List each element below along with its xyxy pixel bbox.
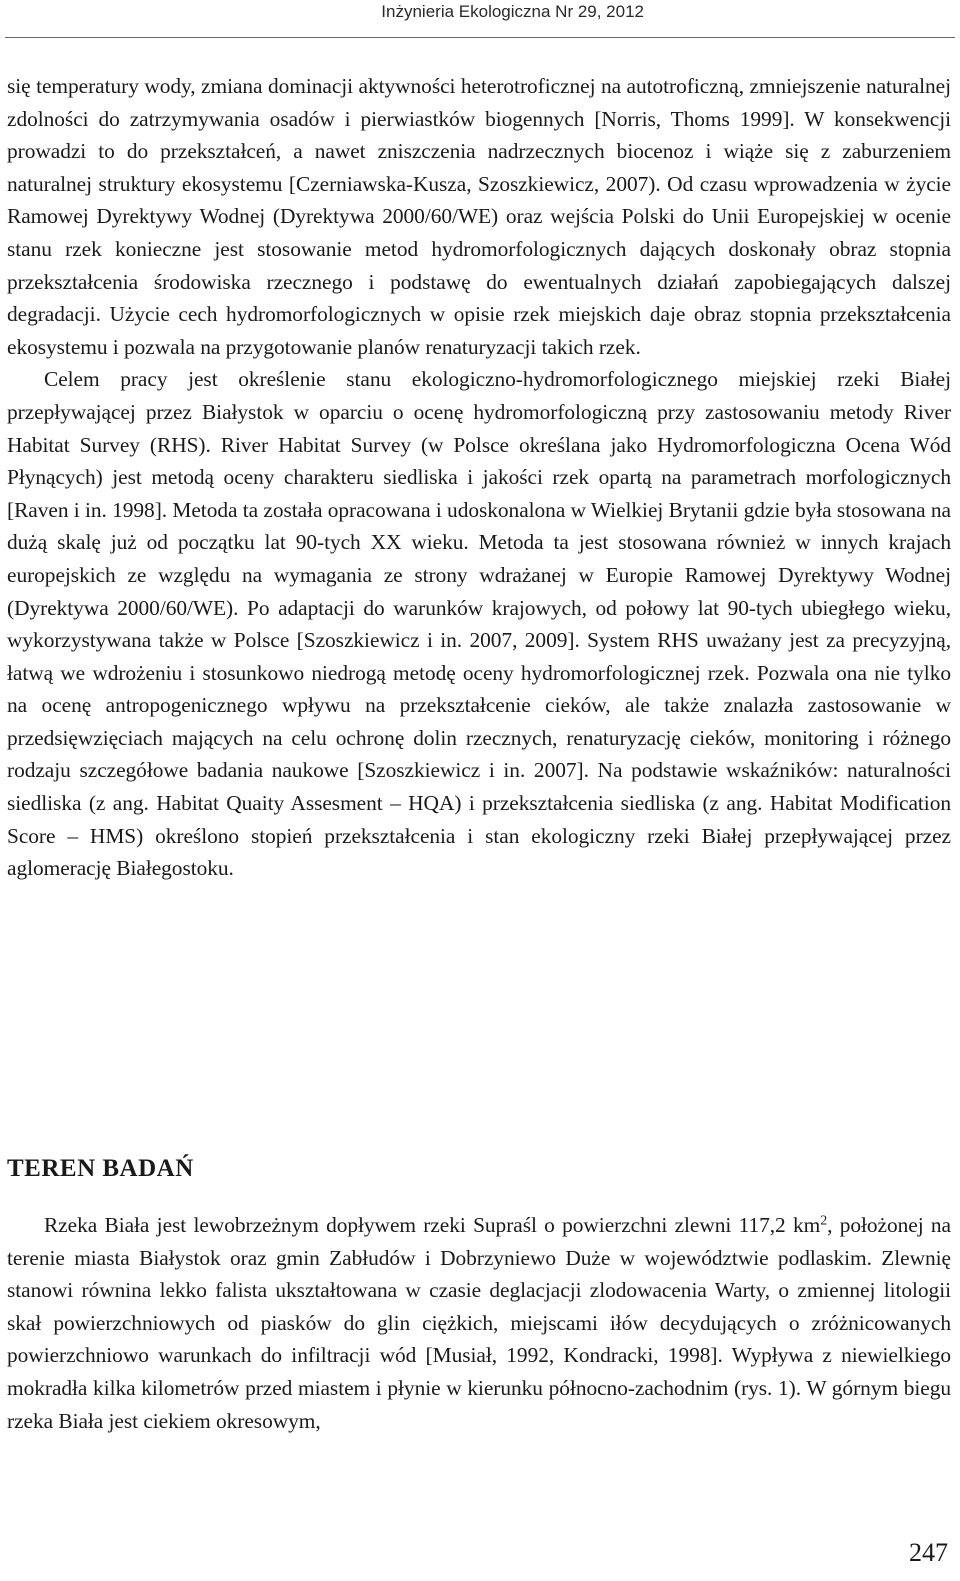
superscript-2: 2	[820, 1213, 828, 1229]
section-paragraph-rest: , położonej na terenie miasta Białystok oraz gmin Zabłudów i Dobrzyniewo Duże w województwie podlaskim. Zlewnię stanowi równina lekko falista ukształtowana w czasie deglacjacji zlodowacenia Warty, o zmiennej litologii skał powierzchniowych od piasków do glin ciężkich, miejscami iłów decydujących o zróżnicowanych powierzchniowo warunkach do infiltracji wód [Musiał, 1992, Kondracki, 1998]. Wypływa z niewielkiego mokradła kilka kilometrów przed miastem i płynie w kierunku północno-zachodnim (rys. 1). W górnym biegu rzeka Biała jest ciekiem okresowym,	[7, 1213, 951, 1433]
header-rule	[5, 37, 955, 38]
section-paragraph-start: Rzeka Biała jest lewobrzeżnym dopływem rzeki Supraśl o powierzchni zlewni 117,2 km	[44, 1213, 821, 1237]
running-head: Inżynieria Ekologiczna Nr 29, 2012	[381, 2, 644, 21]
page-number: 247	[909, 1538, 948, 1567]
paragraph-aim: Celem pracy jest określenie stanu ekologiczno-hydromorfologicznego miejskiej rzeki Białej przepływającej przez Białystok w oparciu o ocenę hydromorfologiczną przy zastosowaniu metody River Habitat Survey (RHS). River Habitat Survey (w Polsce określana jako Hydromorfologiczna Ocena Wód Płynących) jest metodą oceny charakteru siedliska i jakości rzek opartą na parametrach morfologicznych [Raven i in. 1998]. Metoda ta została opracowana i udoskonalona w Wielkiej Brytanii gdzie była stosowana na dużą skalę już od początku lat 90-tych XX wieku. Metoda ta jest stosowana również w innych krajach europejskich ze względu na wymagania ze strony wdrażanej w Europie Ramowej Dyrektywy Wodnej (Dyrektywa 2000/60/WE). Po adaptacji do warunków krajowych, od połowy lat 90-tych ubiegłego wieku, wykorzystywana także w Polsce [Szoszkiewicz i in. 2007, 2009]. System RHS uważany jest za precyzyjną, łatwą we wdrożeniu i stosunkowo niedrogą metodę oceny hydromorfologicznej rzek. Pozwala ona nie tylko na ocenę antropogenicznego wpływu na przekształcenie cieków, ale także znalazła zastosowanie w przedsięwzięciach mających na celu ochronę dolin rzecznych, renaturyzację cieków, monitoring i różnego rodzaju szczegółowe badania naukowe [Szoszkiewicz i in. 2007]. Na podstawie wskaźników: naturalności siedliska (z ang. Habitat Quaity Assesment – HQA) i przekształcenia siedliska (z ang. Habitat Modification Score – HMS) określono stopień przekształcenia i stan ekologiczny rzeki Białej przepływającej przez aglomerację Białegostoku.	[7, 367, 951, 881]
body-text-top	[7, 70, 951, 885]
section-heading: TEREN BADAŃ	[7, 1155, 194, 1182]
section-paragraph	[7, 1209, 951, 1437]
paragraph-continued: się temperatury wody, zmiana dominacji aktywności heterotroficznej na autotroficzną, zmniejszenie naturalnej zdolności do zatrzymywania osadów i pierwiastków biogennych [Norris, Thoms 1999]. W konsekwencji prowadzi to do przekształceń, a nawet zniszczenia nadrzecznych biocenoz i wiąże się z zaburzeniem naturalnej struktury ekosystemu [Czerniawska-Kusza, Szoszkiewicz, 2007). Od czasu wprowadzenia w życie Ramowej Dyrektywy Wodnej (Dyrektywa 2000/60/WE) oraz wejścia Polski do Unii Europejskiej w ocenie stanu rzek konieczne jest stosowanie metod hydromorfologicznych dających doskonały obraz stopnia przekształcenia środowiska rzecznego i podstawę do ewentualnych działań zapobiegających dalszej degradacji. Użycie cech hydromorfologicznych w opisie rzek miejskich daje obraz stopnia przekształcenia ekosystemu i pozwala na przygotowanie planów renaturyzacji takich rzek.	[7, 74, 951, 359]
body-text-section	[7, 1209, 951, 1437]
